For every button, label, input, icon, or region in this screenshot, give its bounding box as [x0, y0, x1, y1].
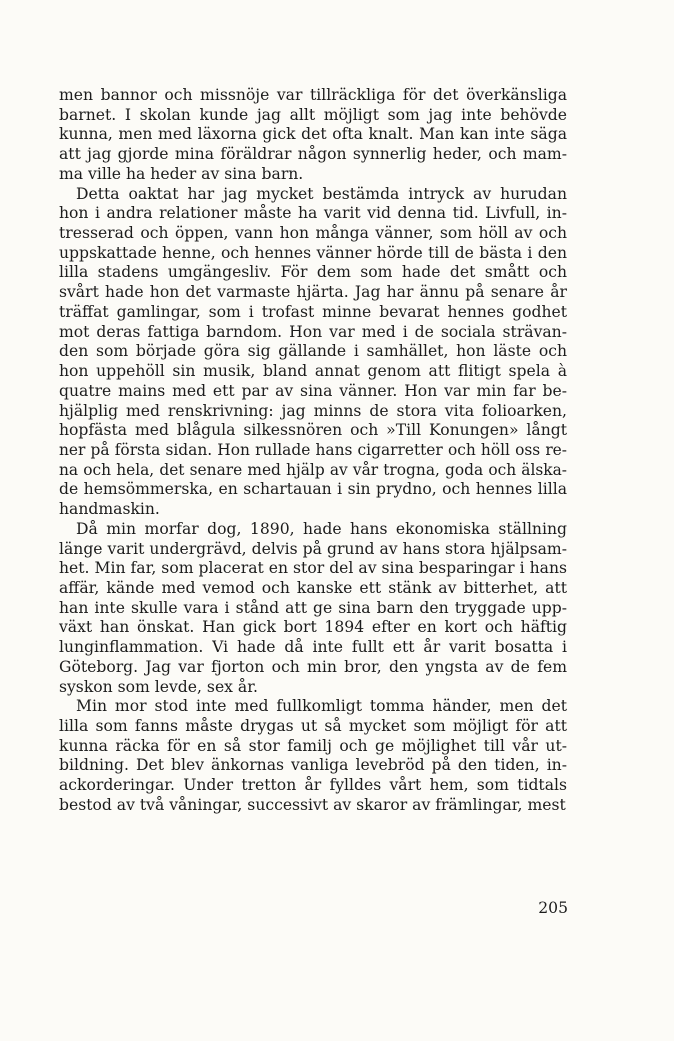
- text-line: men bannor och missnöje var tillräckliga för det överkänsliga: [59, 86, 567, 104]
- page-number: 205: [538, 899, 568, 917]
- text-line: het. Min far, som placerat en stor del av sina besparingar i hans: [59, 559, 567, 578]
- text-line: uppskattade henne, och hennes vänner hörde till de bästa i den: [59, 243, 567, 262]
- text-line: mot deras fattiga barndom. Hon var med i de sociala strävan-: [59, 322, 567, 341]
- text-line: affär, kände med vemod och kanske ett stänk av bitterhet, att: [59, 578, 567, 597]
- text-line: lilla stadens umgängesliv. För dem som hade det smått och: [59, 263, 567, 282]
- text-line: länge varit undergrävd, delvis på grund av hans stora hjälpsam-: [59, 539, 567, 558]
- text-line: ma ville ha heder av sina barn.: [59, 164, 304, 183]
- text-line: kunna räcka för en så stor familj och ge möjlighet till vår ut-: [59, 736, 567, 755]
- text-line: ner på första sidan. Hon rullade hans cigarretter och höll oss re-: [59, 440, 567, 459]
- paragraph: [59, 520, 567, 697]
- text-line: Min mor stod inte med fullkomligt tomma händer, men det: [76, 697, 567, 716]
- text-line: hon i andra relationer måste ha varit vid denna tid. Livfull, in-: [59, 204, 567, 223]
- paragraph: [59, 86, 567, 185]
- text-line: kunna, men med läxorna gick det ofta knalt. Man kan inte säga: [59, 125, 567, 144]
- text-line: de hemsömmerska, en schartauan i sin prydno, och hennes lilla: [59, 480, 567, 499]
- text-line: Då min morfar dog, 1890, hade hans ekonomiska ställning: [76, 519, 567, 538]
- text-line: quatre mains med ett par av sina vänner. Hon var min far be-: [59, 381, 567, 400]
- text-line: handmaskin.: [59, 500, 160, 519]
- text-line: svårt hade hon det varmaste hjärta. Jag har ännu på senare år: [59, 283, 567, 302]
- text-line: bildning. Det blev änkornas vanliga levebröd på den tiden, in-: [59, 756, 567, 775]
- text-line: hopfästa med blågula silkessnören och »Till Konungen» långt: [59, 421, 567, 440]
- text-line: na och hela, det senare med hjälp av vår trogna, goda och älska-: [59, 460, 567, 479]
- text-line: ackorderingar. Under tretton år fylldes vårt hem, som tidtals: [59, 776, 567, 795]
- text-line: hon uppehöll sin musik, bland annat genom att flitigt spela à: [59, 362, 567, 381]
- body-text: [59, 86, 567, 816]
- paragraph: [59, 697, 567, 815]
- text-line: hjälplig med renskrivning: jag minns de stora vita folioarken,: [59, 401, 567, 420]
- text-line: lunginflammation. Vi hade då inte fullt ett år varit bosatta i: [59, 638, 567, 657]
- paragraph: [59, 185, 567, 520]
- text-line: den som började göra sig gällande i samhället, hon läste och: [59, 342, 567, 361]
- text-line: syskon som levde, sex år.: [59, 677, 258, 696]
- text-line: barnet. I skolan kunde jag allt möjligt som jag inte behövde: [59, 105, 567, 124]
- text-line: växt han önskat. Han gick bort 1894 efter en kort och häftig: [59, 618, 567, 637]
- text-line: att jag gjorde mina föräldrar någon synnerlig heder, och mam-: [59, 145, 567, 164]
- text-line: Göteborg. Jag var fjorton och min bror, den yngsta av de fem: [59, 657, 567, 676]
- text-line: träffat gamlingar, som i trofast minne bevarat hennes godhet: [59, 302, 567, 321]
- text-line: tresserad och öppen, vann hon många vänner, som höll av och: [59, 224, 567, 243]
- text-line: han inte skulle vara i stånd att ge sina barn den tryggade upp-: [59, 598, 567, 617]
- text-line: Detta oaktat har jag mycket bestämda intryck av hurudan: [76, 184, 567, 203]
- text-line: bestod av två våningar, successivt av skaror av främlingar, mest: [59, 795, 566, 814]
- text-line: lilla som fanns måste drygas ut så mycket som möjligt för att: [59, 717, 567, 735]
